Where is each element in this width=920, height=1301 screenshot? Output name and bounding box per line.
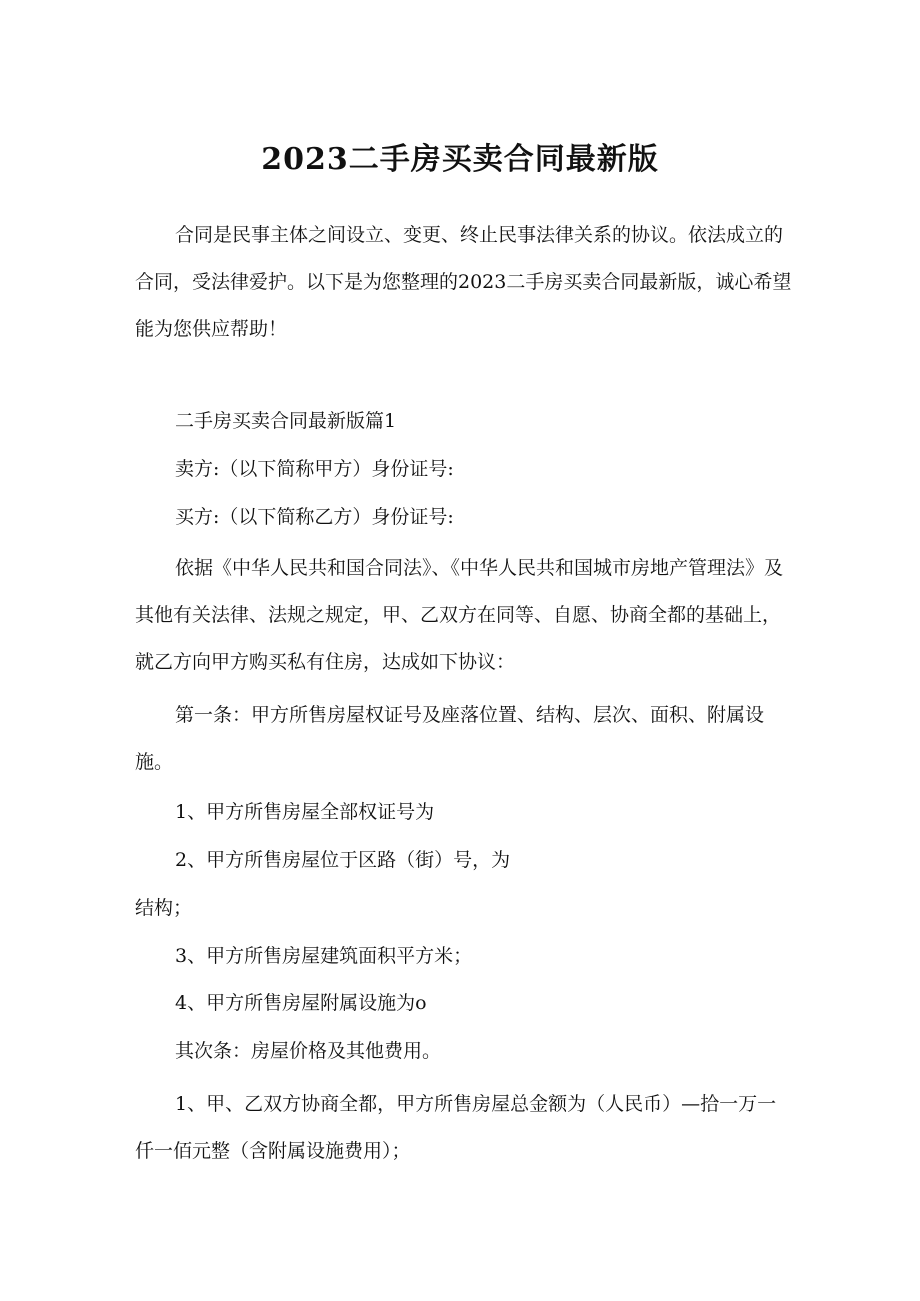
article-1-item-3: 3、甲方所售房屋建筑面积平方米； (175, 945, 473, 967)
article-2-item-1: 1、甲、乙双方协商全都，甲方所售房屋总金额为（人民币）—拾一万一仟一佰元整（含附属设施费用）； (135, 1093, 777, 1162)
intro-paragraph: 合同是民事主体之间设立、变更、终止民事法律关系的协议。依法成立的合同，受法律爱护。以下是为您整理的2023二手房买卖合同最新版，诚心希望能为您供应帮助！ (135, 224, 792, 340)
document-title: 2023二手房买卖合同最新版 (261, 142, 659, 177)
article-1-item-1: 1、甲方所售房屋全部权证号为 (175, 801, 435, 823)
article-1: 第一条：甲方所售房屋权证号及座落位置、结构、层次、面积、附属设施。 (135, 704, 765, 773)
basis-paragraph: 依据《中华人民共和国合同法》、《中华人民共和国城市房地产管理法》及其他有关法律、法规之规定，甲、乙双方在同等、自愿、协商全都的基础上，就乙方向甲方购买私有住房，达成如下协议： (135, 557, 784, 673)
article-1-item-4: 4、甲方所售房屋附属设施为o (175, 992, 427, 1014)
buyer-line: 买方:（以下简称乙方）身份证号: (175, 506, 454, 528)
article-1-item-2: 2、甲方所售房屋位于区路（街）号，为 (175, 849, 511, 871)
article-1-item-2-continuation: 结构； (135, 897, 193, 919)
article-2: 其次条：房屋价格及其他费用。 (175, 1040, 442, 1062)
seller-line: 卖方:（以下简称甲方）身份证号: (175, 458, 454, 480)
section-title: 二手房买卖合同最新版篇1 (175, 410, 397, 432)
